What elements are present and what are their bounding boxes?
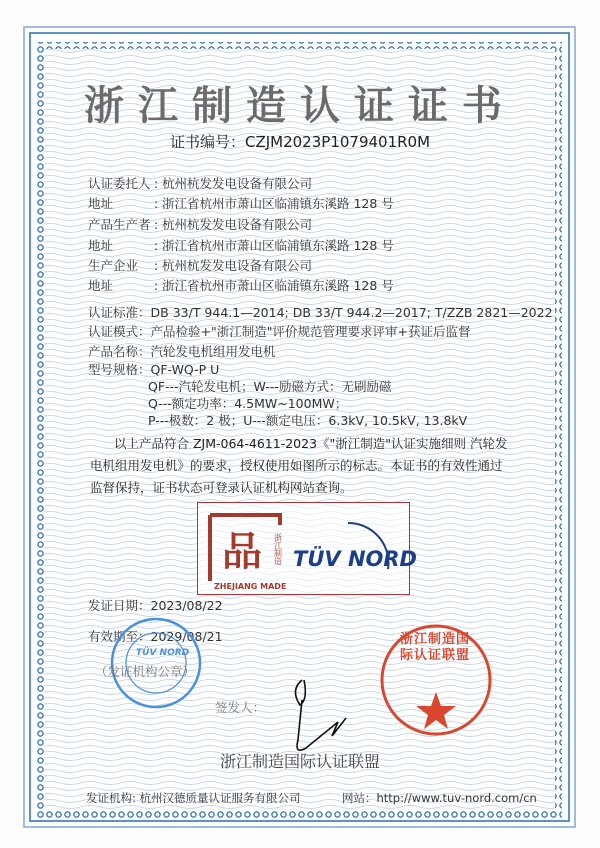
signer-label: 签发人： xyxy=(215,700,266,715)
party-row: 认证委托人 : 杭州杭发发电设备有限公司 xyxy=(88,176,313,191)
party-row: 生产企业 : 杭州杭发发电设备有限公司 xyxy=(88,258,313,273)
blue-seal-text: TÜV NORD xyxy=(136,648,190,658)
conformity-statement: 以上产品符合 ZJM-064-4611-2023《"浙江制造"认证实施细则 汽轮发电机组用发电机》的要求，授权使用如图所示的标志。本证书的有效性通过监督保持，证书状态可登录认证机构网站查询。 xyxy=(90,436,508,495)
valid-until: 有效期至：2029/08/21 xyxy=(88,629,223,644)
seal-note: （发证机构公章） xyxy=(95,664,196,679)
spec-line: Q---额定功率：4.5MW~100MW； xyxy=(148,396,348,411)
party-row: 产品生产者 : 杭州杭发发电设备有限公司 xyxy=(88,217,313,232)
red-seal-text: 浙江制造国际认证联盟 xyxy=(399,632,470,663)
svg-text:品: 品 xyxy=(222,528,262,575)
detail-row: 认证模式：产品检验+"浙江制造"评价规范管理要求评审+获证后监督 xyxy=(88,324,471,339)
website[interactable]: 网站：http://www.tuv-nord.com/cn xyxy=(342,791,537,805)
detail-row: 产品名称：汽轮发电机组用发电机 xyxy=(88,344,276,359)
party-row: 地址 : 浙江省杭州市萧山区临浦镇东溪路 128 号 xyxy=(88,278,394,293)
alliance-name: 浙江制造国际认证联盟 xyxy=(219,752,380,771)
logo-box xyxy=(197,502,417,595)
party-row: 地址 : 浙江省杭州市萧山区临浦镇东溪路 128 号 xyxy=(88,238,394,253)
blue-seal xyxy=(108,615,204,711)
certificate-number: 证书编号：CZJM2023P1079401R0M xyxy=(169,133,431,151)
star-icon xyxy=(416,692,456,729)
detail-row: 型号规格：QF-WQ-P U xyxy=(88,362,220,377)
party-row: 地址 : 浙江省杭州市萧山区临浦镇东溪路 128 号 xyxy=(88,196,394,211)
svg-text:ZHEJIANG MADE: ZHEJIANG MADE xyxy=(214,582,287,591)
tuv-nord-logo: TÜV NORD xyxy=(293,547,417,571)
spec-line: QF---汽轮发电机；W---励磁方式：无刷励磁 xyxy=(148,379,392,394)
spec-line: P---极数：2 极；U---额定电压：6.3kV, 10.5kV, 13.8kV xyxy=(148,413,468,428)
issue-date: 发证日期：2023/08/22 xyxy=(88,598,223,613)
issuing-body: 发证机构: 杭州汉德质量认证服务有限公司 xyxy=(86,791,301,805)
svg-text:浙江制造: 浙江制造 xyxy=(273,533,283,565)
certificate-title: 浙江制造认证证书 xyxy=(84,82,516,129)
detail-row: 认证标准：DB 33/T 944.1—2014; DB 33/T 944.2—2017; T/ZZB 2821—2022 xyxy=(88,305,553,320)
signature xyxy=(280,670,360,760)
